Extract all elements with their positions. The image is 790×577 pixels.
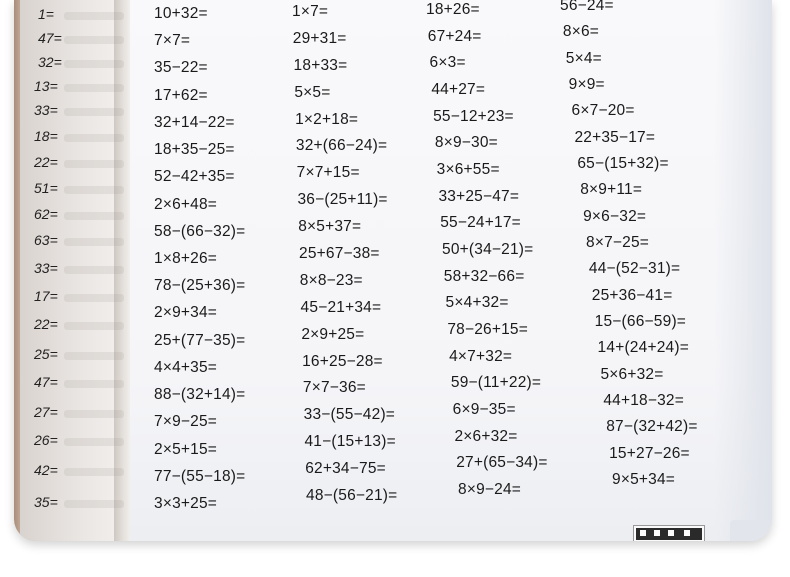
math-problem: 9×9= — [568, 76, 605, 93]
left-page-fragment: 33= — [34, 260, 58, 276]
math-problem: 2×5+15= — [154, 440, 218, 458]
math-problem: 78−(25+36)= — [154, 277, 246, 295]
math-problem: 1×8+26= — [154, 250, 218, 267]
math-problem: 35−22= — [154, 59, 208, 77]
math-problem: 41−(15+13)= — [304, 433, 396, 451]
math-problem: 67+24= — [427, 27, 482, 45]
math-problem: 3×3+25= — [154, 495, 218, 512]
math-problem: 32+(66−24)= — [295, 137, 388, 155]
math-problem: 8×9−30= — [434, 134, 498, 152]
math-problem: 18+26= — [426, 1, 480, 18]
math-problem: 8×8−23= — [299, 271, 363, 289]
math-problem: 7×7= — [154, 32, 191, 50]
left-page-fragment: 42= — [34, 462, 58, 478]
math-problem: 8×5+37= — [298, 218, 362, 236]
math-problem: 9×6−32= — [583, 207, 647, 225]
left-page-fragment: 1= — [38, 6, 54, 22]
math-problem: 2×9+34= — [154, 304, 218, 322]
math-problem: 65−(15+32)= — [577, 155, 669, 172]
math-problem: 10+32= — [154, 5, 208, 22]
math-problem: 5×4+32= — [445, 294, 509, 312]
math-problem: 5×5= — [294, 83, 331, 101]
faded-text-line — [64, 84, 124, 92]
math-problem: 8×7−25= — [586, 234, 650, 251]
math-problem: 78−26+15= — [447, 321, 529, 338]
math-problem: 6×9−35= — [452, 401, 516, 418]
left-page-fragment: 51= — [34, 180, 58, 196]
left-page-fragment: 62= — [34, 206, 58, 222]
math-problem: 2×6+32= — [454, 427, 518, 445]
math-problem: 6×3= — [429, 54, 466, 72]
math-problem: 6×7−20= — [571, 102, 635, 120]
faded-text-line — [64, 266, 124, 274]
math-problem: 18+33= — [293, 56, 348, 74]
left-page-fragment: 13= — [34, 78, 58, 94]
math-problem: 15+27−26= — [609, 444, 690, 462]
left-page-fragment: 22= — [34, 154, 58, 170]
math-problem: 14+(24+24)= — [597, 339, 689, 357]
math-problem: 45−21+34= — [300, 298, 382, 316]
photo-frame — [14, 0, 772, 541]
qr-code-icon — [634, 526, 704, 541]
faded-text-line — [64, 410, 124, 418]
math-problem: 44+27= — [431, 81, 486, 98]
faded-text-line — [64, 238, 124, 246]
faded-text-line — [64, 500, 124, 508]
math-problem: 7×9−25= — [154, 413, 218, 431]
math-problem: 7×7−36= — [302, 379, 366, 397]
left-page-fragment: 32= — [38, 54, 62, 70]
math-problem: 25+(77−35)= — [154, 331, 246, 349]
faded-text-line — [64, 12, 124, 20]
left-page-fragment: 33= — [34, 102, 58, 118]
math-problem: 33−(55−42)= — [303, 406, 396, 424]
faded-text-line — [64, 380, 124, 388]
math-problem: 58−(66−32)= — [154, 222, 246, 240]
math-problem: 29+31= — [292, 29, 347, 47]
math-problem: 1×2+18= — [295, 110, 359, 128]
math-problem: 2×6+48= — [154, 195, 218, 213]
faded-text-line — [64, 60, 124, 68]
math-problem: 87−(32+42)= — [606, 418, 698, 436]
left-page-fragment: 35= — [34, 494, 58, 510]
math-problem: 55−24+17= — [440, 214, 521, 232]
math-problem: 59−(11+22)= — [450, 374, 542, 392]
math-problem: 5×4= — [565, 49, 602, 67]
math-problem: 62+34−75= — [305, 460, 386, 478]
math-problem: 17+62= — [154, 86, 208, 104]
faded-text-line — [64, 468, 124, 476]
math-problem: 16+25−28= — [302, 352, 383, 370]
math-problem: 1×7= — [292, 3, 329, 20]
math-problem: 32+14−22= — [154, 113, 235, 131]
faded-text-line — [64, 322, 124, 330]
math-problem: 44+18−32= — [603, 392, 685, 409]
faded-text-line — [64, 186, 124, 194]
math-problem: 9×5+34= — [612, 471, 676, 488]
left-page-fragment: 25= — [34, 346, 58, 362]
math-problem: 55−12+23= — [433, 107, 514, 125]
math-problem: 4×4+35= — [154, 358, 218, 376]
math-problem: 58+32−66= — [443, 267, 525, 285]
math-problem: 52−42+35= — [154, 168, 235, 186]
math-problem: 3×6+55= — [436, 161, 500, 178]
left-page-fragment: 22= — [34, 316, 58, 332]
math-problem: 8×9−24= — [458, 481, 522, 498]
math-problem: 44−(52−31)= — [588, 260, 681, 278]
math-problem: 77−(55−18)= — [154, 467, 246, 485]
left-page-fragment: 17= — [34, 288, 58, 304]
math-problem: 48−(56−21)= — [306, 487, 398, 504]
math-problem: 50+(34−21)= — [442, 241, 534, 258]
math-problem: 8×9+11= — [580, 181, 643, 199]
math-problem: 27+(65−34)= — [456, 454, 548, 472]
math-problem: 4×7+32= — [449, 347, 513, 365]
math-problem: 2×9+25= — [301, 325, 365, 343]
faded-text-line — [64, 108, 124, 116]
left-page-fragment: 63= — [34, 232, 58, 248]
left-page-fragment: 47= — [38, 30, 62, 46]
math-problem: 5×6+32= — [600, 365, 664, 383]
math-problem: 56−24= — [560, 0, 614, 14]
math-problem: 8×6= — [562, 23, 600, 41]
left-page-fragment: 27= — [34, 404, 58, 420]
faded-text-line — [64, 438, 124, 446]
math-problem: 88−(32+14)= — [154, 386, 246, 404]
faded-text-line — [64, 212, 124, 220]
faded-text-line — [64, 134, 124, 142]
faded-text-line — [64, 36, 124, 44]
math-problem: 15−(66−59)= — [594, 313, 687, 330]
faded-text-line — [64, 352, 124, 360]
math-problem: 22+35−17= — [574, 128, 656, 146]
math-problem: 7×7+15= — [296, 164, 360, 182]
left-page-fragment: 18= — [34, 128, 58, 144]
math-problem: 25+36−41= — [591, 286, 673, 304]
left-page-fragment: 26= — [34, 432, 58, 448]
math-problem: 33+25−47= — [438, 187, 520, 205]
left-page-fragment: 47= — [34, 374, 58, 390]
math-problem: 18+35−25= — [154, 141, 235, 159]
math-problem: 36−(25+11)= — [297, 191, 388, 209]
math-problem: 25+67−38= — [299, 245, 380, 262]
page-edge-shadow — [714, 0, 772, 541]
faded-text-line — [64, 160, 124, 168]
faded-text-line — [64, 294, 124, 302]
